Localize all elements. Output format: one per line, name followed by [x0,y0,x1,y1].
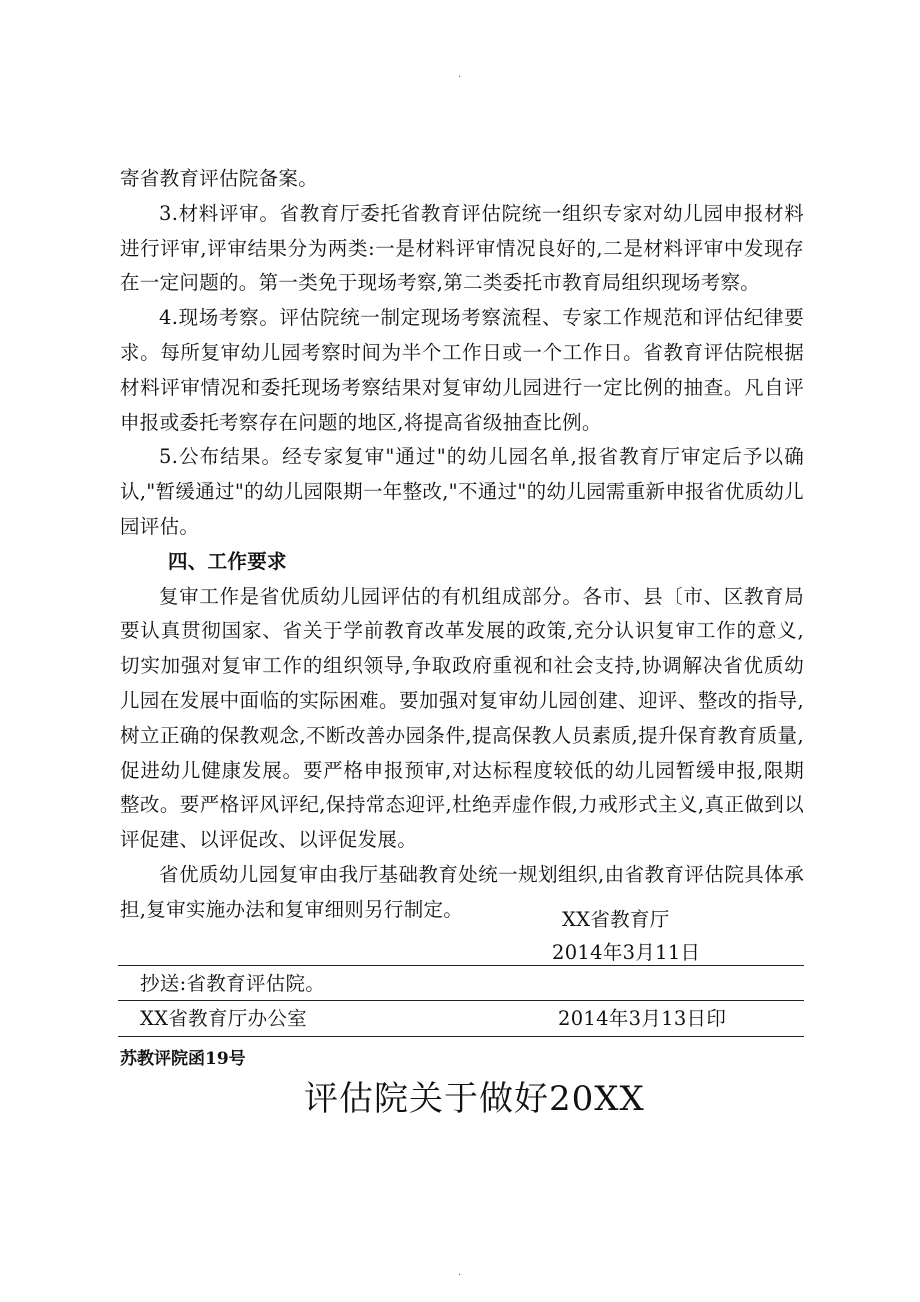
paragraph-implementation: 省优质幼儿园复审由我厅基础教育处统一规划组织,由省教育评估院具体承担,复审实施办法和复审细则另行制定。 [120,862,804,921]
signature-date: 2014年3月11日 [552,941,701,964]
paragraph-work-requirements: 复审工作是省优质幼儿园评估的有机组成部分。各市、县〔市、区教育局要认真贯彻国家、省关于学前教育改革发展的政策,充分认识复审工作的意义,切实加强对复审工作的组织领导,争取政府重视和社会支持,协调解决省优质幼儿园在发展中面临的实际困难。要加强对复审幼儿园创建、迎评、整改的指导,树立正确的保教观念,不断改善办园条件,提高保教人员素质,提升保育教育质量,促进幼儿健康发展。要严格申报预审,对达标程度较低的幼儿园暂缓申报,限期整改。要严格评风评纪,保持常态迎评,杜绝弄虚作假,力戒形式主义,真正做到以评促建、以评促改、以评促发展。 [120,584,804,852]
paragraph-site-inspection: 4.现场考察。评估院统一制定现场考察流程、专家工作规范和评估纪律要求。每所复审幼儿园考察时间为半个工作日或一个工作日。省教育评估院根据材料评审情况和委托现场考察结果对复审幼儿园进行一定比例的抽查。凡自评申报或委托考察存在问题的地区,将提高省级抽查比例。 [120,306,804,434]
cc-line: 抄送:省教育评估院。 [140,972,326,995]
document-title: 评估院关于做好20XX [304,1079,645,1119]
section-heading-work-requirements: 四、工作要求 [168,549,287,573]
paragraph-material-review: 3.材料评审。省教育厅委托省教育评估院统一组织专家对幼儿园申报材料进行评审,评审结果分为两类:一是材料评审情况良好的,二是材料评审中发现存在一定问题的。第一类免于现场考察,第二类委托市教育局组织现场考察。 [120,201,804,295]
print-date: 2014年3月13日印 [558,1007,727,1030]
signature-org: XX省教育厅 [562,908,670,931]
document-number: 苏教评院函19号 [120,1049,246,1069]
divider-middle [118,1000,804,1001]
paragraph-continuation: 寄省教育评估院备案。 [120,167,319,190]
issuing-office: XX省教育厅办公室 [140,1007,307,1030]
page-mark-top: . [458,69,462,80]
divider-bottom [118,1036,804,1037]
page-mark-bottom: . [458,1267,462,1278]
paragraph-publish-results: 5.公布结果。经专家复审"通过"的幼儿园名单,报省教育厅审定后予以确认,"暂缓通过"的幼儿园限期一年整改,"不通过"的幼儿园需重新申报省优质幼儿园评估。 [120,445,804,538]
document-body [120,162,804,928]
divider-top [118,965,804,966]
